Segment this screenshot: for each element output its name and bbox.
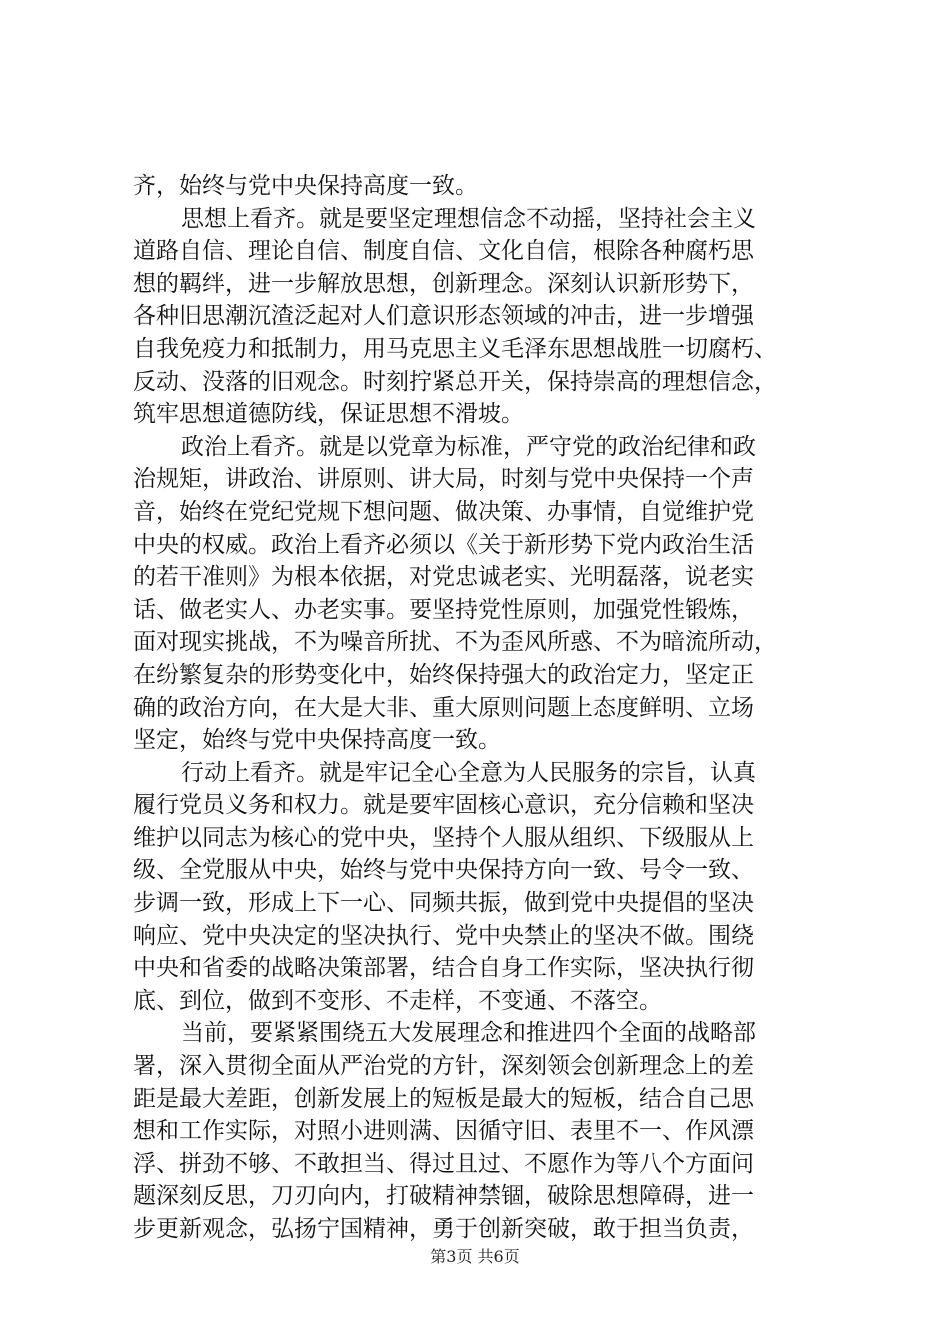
- text-line: 步调一致，形成上下一心、同频共振，做到党中央提倡的坚决: [133, 890, 754, 917]
- text-line: 履行党员义务和权力。就是要牢固核心意识，充分信赖和坚决: [133, 792, 754, 819]
- text-line: 自我免疫力和抵制力，用马克思主义毛泽东思想战胜一切腐朽、: [133, 335, 777, 362]
- text-line: 响应、党中央决定的坚决执行、党中央禁止的坚决不做。围绕: [133, 922, 754, 949]
- text-line: 筑牢思想道德防线，保证思想不滑坡。: [133, 401, 524, 428]
- text-line: 的若干准则》为根本依据，对党忠诚老实、光明磊落，说老实: [133, 564, 754, 591]
- paragraph-start-line: 政治上看齐。就是以党章为标准，严守党的政治纪律和政: [181, 433, 756, 460]
- text-line: 面对现实挑战，不为噪音所扰、不为歪风所惑、不为暗流所动，: [133, 629, 777, 656]
- text-line: 步更新观念，弘扬宁国精神，勇于创新突破，敢于担当负责，: [133, 1216, 754, 1242]
- text-line: 浮、拼劲不够、不敢担当、得过且过、不愿作为等八个方面问: [133, 1150, 754, 1177]
- text-line: 确的政治方向，在大是大非、重大原则问题上态度鲜明、立场: [133, 694, 754, 721]
- text-line: 话、做老实人、办老实事。要坚持党性原则，加强党性锻炼，: [133, 596, 754, 623]
- text-line: 在纷繁复杂的形势变化中，始终保持强大的政治定力，坚定正: [133, 661, 754, 688]
- text-line: 音，始终在党纪党规下想问题、做决策、办事情，自觉维护党: [133, 498, 754, 525]
- text-line: 维护以同志为核心的党中央，坚持个人服从组织、下级服从上: [133, 824, 754, 851]
- text-line: 各种旧思潮沉渣泛起对人们意识形态领域的冲击，进一步增强: [133, 303, 754, 330]
- body-text: [133, 170, 833, 1246]
- paragraph-start-line: 当前，要紧紧围绕五大发展理念和推进四个全面的战略部: [181, 1020, 756, 1047]
- text-line: 底、到位，做到不变形、不走样，不变通、不落空。: [133, 987, 662, 1014]
- text-line: 中央的权威。政治上看齐必须以《关于新形势下党内政治生活: [133, 531, 754, 558]
- text-line: 齐，始终与党中央保持高度一致。: [133, 173, 478, 199]
- text-line: 级、全党服从中央，始终与党中央保持方向一致、号令一致、: [133, 857, 754, 884]
- paragraph-start-line: 思想上看齐。就是要坚定理想信念不动摇，坚持社会主义: [181, 205, 756, 232]
- text-line: 治规矩，讲政治、讲原则、讲大局，时刻与党中央保持一个声: [133, 466, 754, 493]
- text-line: 中央和省委的战略决策部署，结合自身工作实际，坚决执行彻: [133, 955, 754, 982]
- text-line: 反动、没落的旧观念。时刻拧紧总开关，保持崇高的理想信念，: [133, 368, 777, 395]
- text-line: 想的羁绊，进一步解放思想，创新理念。深刻认识新形势下，: [133, 270, 754, 297]
- text-line: 署，深入贯彻全面从严治党的方针，深刻领会创新理念上的差: [133, 1053, 754, 1080]
- page-number-footer: 第3页 共6页: [430, 1247, 520, 1266]
- text-line: 距是最大差距，创新发展上的短板是最大的短板，结合自己思: [133, 1085, 754, 1112]
- text-line: 坚定，始终与党中央保持高度一致。: [133, 727, 501, 754]
- paragraph-start-line: 行动上看齐。就是牢记全心全意为人民服务的宗旨，认真: [181, 759, 756, 786]
- text-line: 道路自信、理论自信、制度自信、文化自信，根除各种腐朽思: [133, 238, 754, 265]
- text-line: 想和工作实际，对照小进则满、因循守旧、表里不一、作风漂: [133, 1118, 754, 1145]
- text-line: 题深刻反思，刀刃向内，打破精神禁锢，破除思想障碍，进一: [133, 1183, 754, 1210]
